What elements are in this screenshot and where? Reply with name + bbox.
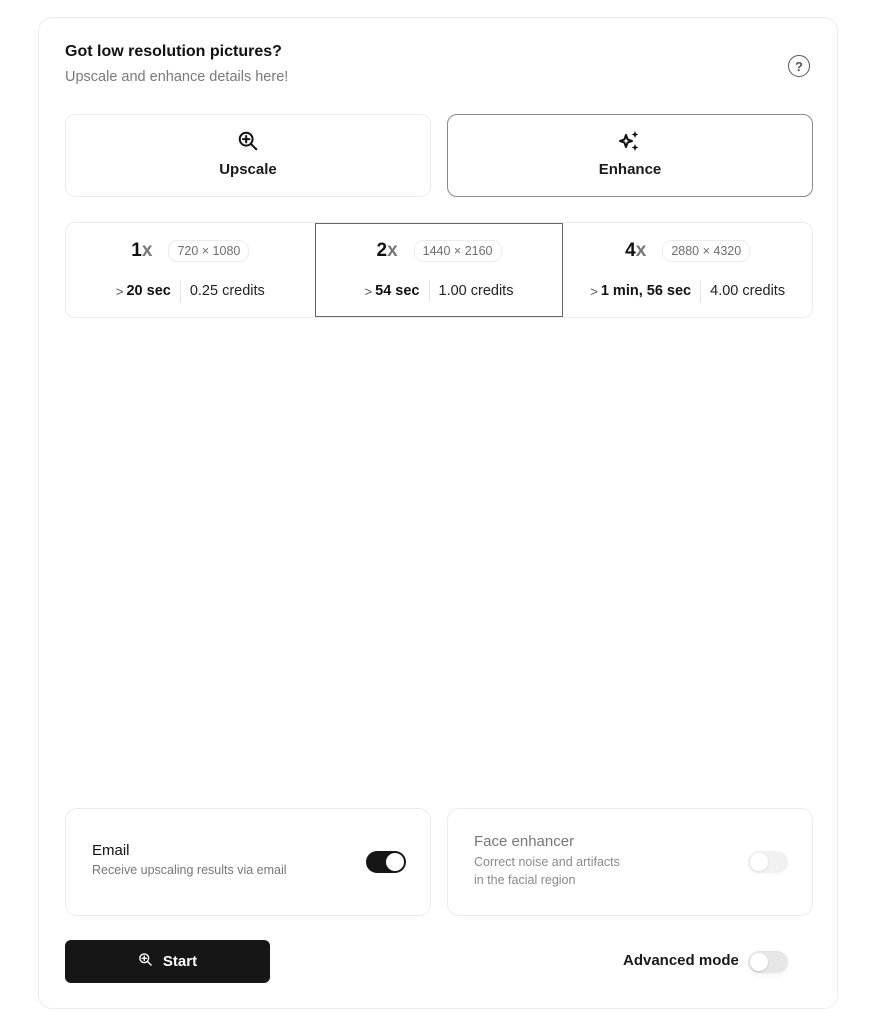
zoom-in-icon [138,952,153,971]
scale-factor: 2x [376,240,398,261]
greater-than-sign: > [115,283,124,299]
mode-enhance-label: Enhance [598,161,662,178]
estimated-time: 54 sec [375,283,420,299]
email-option-title: Email [92,842,130,859]
toggle-knob [750,953,768,971]
advanced-mode-toggle[interactable] [748,951,788,973]
zoom-in-icon [236,129,260,153]
resolution-badge: 1440 × 2160 [414,240,502,262]
divider [180,280,181,302]
mode-upscale-label: Upscale [219,161,277,178]
credits-cost: 4.00 credits [710,283,786,299]
scale-option-4x[interactable] [563,223,812,317]
greater-than-sign: > [590,283,598,299]
scale-option-1x[interactable] [66,223,315,317]
greater-than-sign: > [364,283,373,299]
toggle-knob [386,853,404,871]
mode-upscale-button[interactable] [65,114,431,197]
resolution-badge: 720 × 1080 [168,240,249,262]
divider [429,280,430,302]
face-enhancer-toggle[interactable] [748,851,788,873]
upscale-panel [38,17,838,1009]
credits-cost: 0.25 credits [189,283,265,299]
toggle-knob [750,853,768,871]
help-button[interactable] [788,55,810,77]
question-circle-icon: ? [795,58,803,74]
mode-enhance-button[interactable] [447,114,813,197]
email-option-card [65,808,431,916]
face-enhancer-description: Correct noise and artifacts in the facial region [474,855,620,887]
scale-option-2x[interactable] [315,223,564,317]
estimated-time: 20 sec [126,283,171,299]
estimated-time: 1 min, 56 sec [600,283,692,299]
page-subtitle: Upscale and enhance details here! [65,69,289,85]
divider [700,280,701,302]
email-option-description: Receive upscaling results via email [92,863,287,877]
sparkles-icon [618,129,642,153]
scale-factor: 4x [625,240,647,261]
start-button-label: Start [162,953,198,970]
email-toggle[interactable] [366,851,406,873]
advanced-mode-label: Advanced mode [623,952,739,969]
resolution-badge: 2880 × 4320 [662,240,750,262]
face-enhancer-option-card [447,808,813,916]
start-button[interactable] [65,940,270,983]
face-enhancer-title: Face enhancer [474,833,575,850]
scale-selector [65,222,813,318]
credits-cost: 1.00 credits [438,283,514,299]
scale-factor: 1x [131,240,153,261]
page-title: Got low resolution pictures? [65,43,282,60]
